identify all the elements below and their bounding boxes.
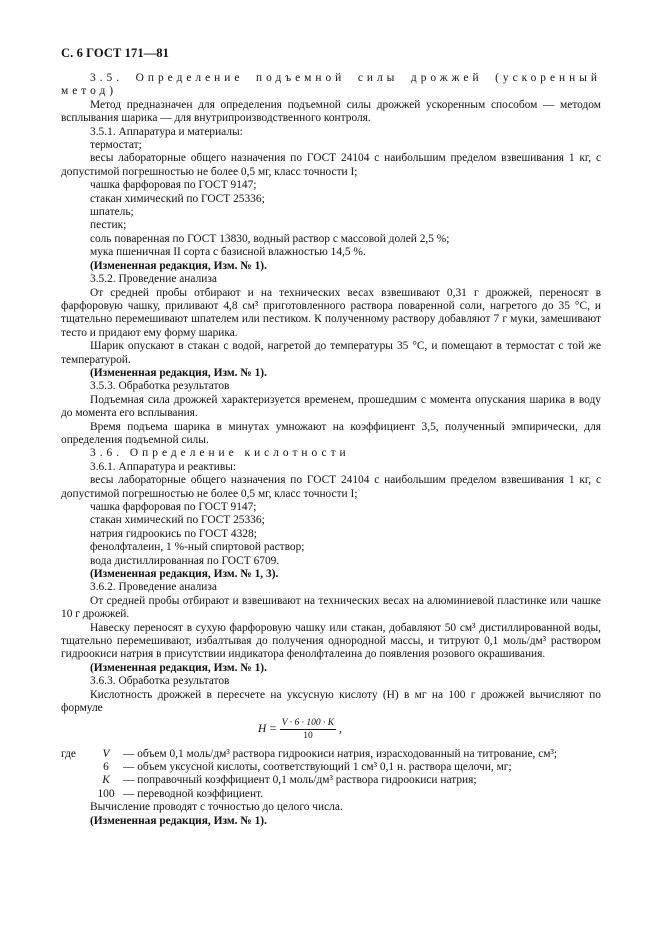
paragraph: Вычисление проводят с точностью до целого числа. xyxy=(90,801,343,814)
definition-prefix xyxy=(61,788,89,801)
list-item: натрия гидроокись по ГОСТ 4328; xyxy=(90,527,257,540)
section-3-6-title: 3.6. Определение кислотности xyxy=(90,447,350,460)
list-item: соль поваренная по ГОСТ 13830, водный раствор с массовой долей 2,5 %; xyxy=(90,232,450,245)
paragraph: Подъемная сила дрожжей характеризуется временем, прошедшим с момента опускания шарика в воду до момента его всплывания. xyxy=(61,393,601,420)
list-item: стакан химический по ГОСТ 25336; xyxy=(90,192,265,205)
section-3-5-title: 3.5. Определение подъемной силы дрожжей (ускоренный метод) xyxy=(61,72,601,98)
list-item: фенолфталеин, 1 %-ный спиртовой раствор; xyxy=(90,541,305,554)
amendment-note: (Измененная редакция, Изм. № 1). xyxy=(90,661,267,674)
amendment-note: (Измененная редакция, Изм. № 1). xyxy=(90,259,267,272)
definition-text: — объем 0,1 моль/дм³ раствора гидроокиси натрия, израсходованный на титрование, см³; xyxy=(123,747,558,760)
paragraph: Шарик опускают в стакан с водой, нагретой до температуры 35 °С, и помещают в термостат с той же температурой. xyxy=(61,340,601,366)
definition-prefix: где xyxy=(61,747,76,760)
section-3-6-3-heading: 3.6.3. Обработка результатов xyxy=(90,675,230,688)
list-item: мука пшеничная II сорта с базисной влажностью 14,5 %. xyxy=(90,246,366,259)
paragraph: От средней пробы отбирают и взвешивают на технических весах на алюминиевой пластинке или чашке 10 г дрожжей. xyxy=(61,594,601,621)
page-header: С. 6 ГОСТ 171—81 xyxy=(61,46,170,60)
list-item: чашка фарфоровая по ГОСТ 9147; xyxy=(90,501,257,513)
amendment-note: (Измененная редакция, Изм. № 1). xyxy=(90,366,267,379)
list-item: термостат; xyxy=(90,139,142,152)
document-page xyxy=(61,46,601,828)
list-item: весы лабораторные общего назначения по ГОСТ 24104 с наибольшим пределом взвешивания 1 кг, с допустимой погрешностью не более 0,5 мг, класс точности I; xyxy=(61,474,601,500)
list-item: пестик; xyxy=(90,219,127,232)
paragraph: От средней пробы отбирают и на технических весах взвешивают 0,31 г дрожжей, переносят в фарфоровую чашку, приливают 4,8 см³ приготовленного раствора поваренной соли, нагретого до 35 °С, и тщательно перемешивают шпателем или пестиком. К полученному раствору добавляют 7 г муки, замешивают тесто и придают ему форму шарика. xyxy=(61,286,601,339)
section-3-5-2-heading: 3.5.2. Проведение анализа xyxy=(90,273,217,286)
paragraph: Кислотность дрожжей в пересчете на уксусную кислоту (Н) в мг на 100 г дрожжей вычисляют по формуле xyxy=(61,688,601,715)
section-3-5-1-heading: 3.5.1. Аппаратура и материалы: xyxy=(90,125,243,138)
list-item: чашка фарфоровая по ГОСТ 9147; xyxy=(90,179,257,192)
definition-variable: 100 xyxy=(97,787,115,800)
definition-text: — объем уксусной кислоты, соответствующий 1 см³ 0,1 н. раствора щелочи, мг; xyxy=(123,760,512,773)
formula-denominator: 10 xyxy=(303,730,313,741)
formula-trail: , xyxy=(339,723,342,735)
variable-definitions xyxy=(61,748,601,802)
definition-variable: 6 xyxy=(103,760,109,773)
amendment-note: (Измененная редакция, Изм. № 1, 3). xyxy=(90,568,279,581)
definition-prefix xyxy=(61,774,89,787)
definition-variable: V xyxy=(102,747,110,760)
section-3-5-3-heading: 3.5.3. Обработка результатов xyxy=(90,380,230,393)
list-item: весы лабораторные общего назначения по ГОСТ 24104 с наибольшим пределом взвешивания 1 кг, с допустимой погрешностью не более 0,5 мг, класс точности I; xyxy=(61,152,601,178)
formula-fraction xyxy=(280,718,336,741)
formula-numerator: V · 6 · 100 · K xyxy=(281,717,335,728)
list-item: вода дистиллированная по ГОСТ 6709. xyxy=(90,554,280,567)
list-item: стакан химический по ГОСТ 25336; xyxy=(90,514,265,527)
list-item: шпатель; xyxy=(90,206,134,219)
paragraph: Навеску переносят в сухую фарфоровую чашку или стакан, добавляют 50 см³ дистиллированной воды, тщательно перемешивают, избалтывая до получения однородной массы, и титруют 0,1 моль/дм³ раствором гидроокиси натрия в присутствии индикатора фенолфталеина до появления розового окрашивания. xyxy=(61,621,601,661)
section-3-6-1-heading: 3.6.1. Аппаратура и реактивы: xyxy=(90,460,237,473)
definition-text: — поправочный коэффициент 0,1 моль/дм³ раствора гидроокиси натрия; xyxy=(123,774,477,787)
section-3-6-2-heading: 3.6.2. Проведение анализа xyxy=(90,581,217,594)
definition-text: — переводной коэффициент. xyxy=(123,787,264,800)
paragraph: Время подъема шарика в минутах умножают на коэффициент 3,5, полученный эмпирически, для определения подъемной силы. xyxy=(61,420,601,446)
amendment-note: (Измененная редакция, Изм. № 1). xyxy=(90,814,267,827)
section-3-5-purpose: Метод предназначен для определения подъемной силы дрожжей ускоренным способом — методом всплывания шарика — для внутрипроизводственного контроля. xyxy=(61,98,601,125)
definition-variable: K xyxy=(102,774,110,787)
formula xyxy=(61,716,601,748)
definition-prefix xyxy=(61,761,89,774)
formula-lhs: H = xyxy=(258,723,277,735)
